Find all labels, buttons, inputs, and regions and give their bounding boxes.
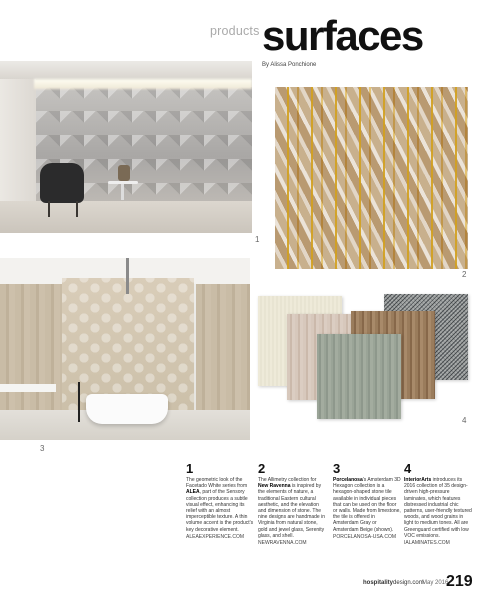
caption-text: The geometric look of the Facetado White series from [186, 477, 248, 490]
brand-url: ALEAEXPERIENCE.COM [186, 533, 245, 540]
caption-number: 3 [333, 461, 341, 476]
caption-4 [404, 462, 472, 546]
caption-text: 's Amsterdam 3D Hexagon collection is a hexagon-shaped stone tile available in individual pieces that can be used on the floor or walls. Made from limestone, the tile is offered in Amsterdam Gray or Amsterdam Beige (shown). [333, 477, 401, 533]
bathtub [86, 394, 168, 424]
figure-number-1: 1 [255, 235, 260, 244]
lounge-chair [40, 163, 84, 203]
figure-number-2: 2 [462, 270, 467, 279]
figure-number-4: 4 [462, 416, 467, 425]
brand-url: IALAMINATES.COM [404, 540, 450, 547]
caption-number: 1 [186, 461, 194, 476]
caption-number: 2 [258, 461, 266, 476]
caption-text: introduces its 2016 collection of 35 design-driven high-pressure laminates, which features distressed industrial chic patterns, user-friendly textured woods, and wood grains in light to medium tones. All are Greenguard certified with low VOC emissions. [404, 477, 472, 539]
brand-url: NEWRAVENNA.COM [258, 540, 307, 547]
brand-name: Porcelanosa [333, 477, 363, 483]
photo-facetado-wall [0, 61, 252, 233]
page-number: 219 [446, 573, 473, 590]
footer-site-bold: hospitality [363, 580, 394, 586]
laminate-sample-sage-wood [317, 334, 401, 419]
brand-name: InteriorArts [404, 477, 432, 483]
caption-1 [186, 462, 254, 540]
footer-website [363, 580, 424, 586]
brand-name: New Ravenna [258, 483, 291, 490]
caption-3 [333, 462, 401, 540]
page-title: surfaces [262, 12, 423, 59]
caption-number: 4 [404, 461, 412, 476]
footer-site-rest: design.com [393, 580, 424, 586]
caption-2 [258, 462, 326, 546]
brand-name: ALEA [186, 489, 200, 496]
photo-hexagon-bathroom [0, 258, 250, 440]
brand-url: PORCELANOSA-USA.COM [333, 533, 397, 540]
byline: By Alissa Ponchione [262, 62, 317, 68]
caption-text: The Allimetry collection for [258, 477, 317, 483]
caption-text: , part of the Sensory collection produces a subtle visual effect, enhancing its relief with an almost imperceptible texture. A thin volume accent is the product's key decorative element. [186, 489, 254, 533]
footer-date: May 2016 [422, 580, 449, 586]
caption-text: is inspired by the elements of nature, a traditional Eastern cultural aesthetic, and the elevation and dimension of stone. The nine designs are handmade in Virginia from natural stone, gold and jewel glass, Serenity glass, and shell. [258, 483, 325, 539]
photo-mosaic-tile [275, 87, 468, 269]
section-label: products [210, 24, 260, 38]
figure-number-3: 3 [40, 444, 45, 453]
